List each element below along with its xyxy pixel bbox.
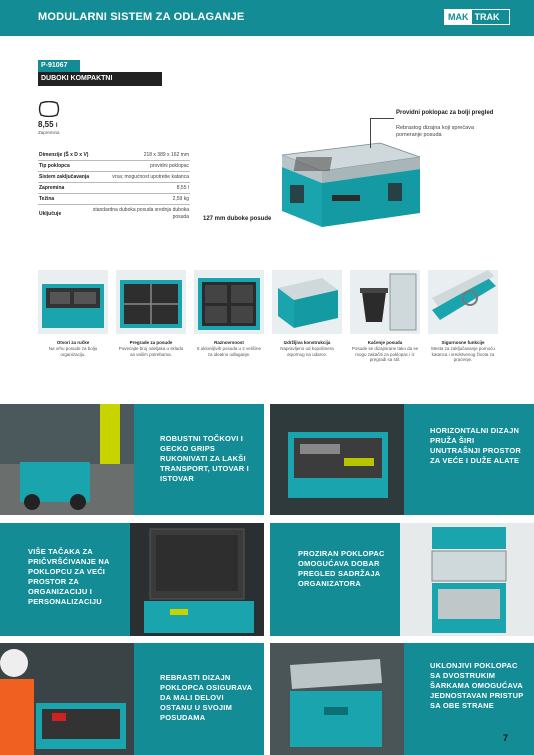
feature-title: Otvori za ručke bbox=[56, 340, 90, 345]
spec-key: Tip poklopca bbox=[39, 163, 70, 169]
feature-item bbox=[272, 270, 342, 357]
photo-worker bbox=[0, 643, 134, 755]
photo-stack bbox=[400, 523, 534, 636]
logo-part-b: TRAK bbox=[474, 12, 500, 22]
feature-desc: Napravljeno od kopolimera otpornog na udarce. bbox=[280, 346, 334, 357]
photo-wheels bbox=[0, 404, 134, 515]
logo-part-a: MAK bbox=[445, 10, 472, 24]
feature-desc: Posude se dizajnirane tako da se mogu zakačiti za poklopac i iz pregradi sa stil. bbox=[351, 346, 419, 362]
feature-image bbox=[116, 270, 186, 334]
spec-value: 218 x 389 x 162 mm bbox=[143, 152, 189, 158]
feature-desc: Povećajte broj odeljaka u skladu sa vašim potrebama. bbox=[118, 346, 184, 357]
spec-key: Zapremina bbox=[39, 185, 65, 191]
callout-line bbox=[370, 118, 394, 148]
feature-image bbox=[350, 270, 420, 334]
photo-lid bbox=[130, 523, 264, 636]
spec-row bbox=[38, 150, 190, 161]
depth-label: 127 mm duboke posude bbox=[203, 216, 272, 222]
feature-title: Sigurnosne funkcije bbox=[441, 340, 485, 345]
spec-row bbox=[38, 161, 190, 172]
feature-title: Izdržljiva konstrukcija bbox=[283, 340, 331, 345]
feature-item bbox=[116, 270, 186, 357]
panel-text: REBRASTI DIZAJN POKLOPCA OSIGURAVA DA MALI DELOVI OSTANU U SVOJIM POSUDAMA bbox=[160, 673, 252, 722]
specs-table bbox=[38, 150, 190, 223]
feature-panel-clear-lid bbox=[270, 523, 400, 636]
spec-value: standardna duboka posuda srednja duboka posuda bbox=[92, 207, 189, 220]
feature-image bbox=[428, 270, 498, 334]
feature-title: Raznovrsnost bbox=[214, 340, 244, 345]
volume-label: Zapremina bbox=[38, 130, 60, 135]
feature-panel-removable-lid bbox=[404, 643, 534, 755]
panel-text: ROBUSTNI TOČKOVI I GECKO GRIPS RUKONIVATI ZA LAKŠI TRANSPORT, UTOVAR I ISTOVAR bbox=[160, 434, 249, 483]
feature-title: Pregrade za posude bbox=[129, 340, 173, 345]
feature-panel-lid-attachments bbox=[0, 523, 130, 636]
spec-key: Uključuje bbox=[39, 211, 62, 217]
spec-value: vrsa; mogućnost upotrebe katanca bbox=[112, 174, 189, 180]
page-number: 7 bbox=[503, 733, 509, 743]
feature-panel-ribbed-lid bbox=[134, 643, 264, 755]
feature-image bbox=[194, 270, 264, 334]
feature-item bbox=[350, 270, 420, 363]
volume-value: 8,55 l bbox=[38, 120, 58, 129]
spec-key: Sistem zaključavanja bbox=[39, 174, 90, 180]
feature-item bbox=[38, 270, 108, 357]
feature-item bbox=[194, 270, 264, 357]
feature-panel-horizontal bbox=[404, 404, 534, 515]
panel-text: PROZIRAN POKLOPAC OMOGUĆAVA DOBAR PREGLED SADRŽAJA ORGANIZATORA bbox=[298, 549, 385, 588]
product-code: P-91067 bbox=[38, 60, 80, 72]
feature-desc: 5 ukloniljivih posuda u 2 veličine za idealno odlaganje. bbox=[196, 346, 262, 357]
feature-desc: Na vrhu posude za bolju organizaciju. bbox=[48, 346, 98, 357]
feature-row bbox=[38, 270, 498, 370]
spec-key: Težina bbox=[39, 196, 55, 202]
feature-image bbox=[38, 270, 108, 334]
feature-desc: Mesta za zaključavanje pomoću katanca i sredstvenog života za praćenje. bbox=[431, 346, 495, 362]
spec-row bbox=[38, 183, 190, 194]
panel-text: VIŠE TAČAKA ZA PRIČVRŠĆIVANJE NA POKLOPCU ZA VEĆI PROSTOR ZA ORGANIZACIJU I PERSONALIZACIJU bbox=[28, 547, 110, 606]
feature-panel-wheels bbox=[134, 404, 264, 515]
product-name: DUBOKI KOMPAKTNI ORGANIZATOR bbox=[38, 72, 162, 86]
callout-title: Providni poklopac za bolji pregled bbox=[396, 110, 494, 116]
page-header bbox=[0, 0, 534, 36]
spec-value: 2,59 kg bbox=[172, 196, 189, 202]
page-title: MODULARNI SISTEM ZA ODLAGANJE bbox=[38, 11, 245, 23]
product-image bbox=[270, 135, 430, 235]
feature-item bbox=[428, 270, 498, 363]
photo-interior bbox=[270, 404, 404, 515]
photo-open-case bbox=[270, 643, 404, 755]
spec-key: Dimenzije (Š x D x V) bbox=[39, 152, 89, 158]
spec-row bbox=[38, 205, 190, 224]
spec-value: 8,55 l bbox=[176, 185, 189, 191]
spec-row bbox=[38, 194, 190, 205]
brand-logo bbox=[444, 9, 510, 25]
panel-text: HORIZONTALNI DIZAJN PRUŽA ŠIRI UNUTRAŠNJI PROSTOR ZA VEĆE I DUŽE ALATE bbox=[430, 426, 521, 465]
panel-text: UKLONJIVI POKLOPAC SA DVOSTRUKIM ŠARKAMA OMOGUĆAVA JEDNOSTAVAN PRISTUP SA OBE STRANE bbox=[430, 661, 524, 710]
spec-value: providni poklopac bbox=[150, 163, 189, 169]
feature-image bbox=[272, 270, 342, 334]
feature-title: Kačenje posuda bbox=[367, 340, 403, 345]
spec-row bbox=[38, 172, 190, 183]
volume-icon bbox=[38, 101, 60, 117]
callout-description: Rebrastog dizajna koji sprečava pomeranje posuda bbox=[396, 125, 474, 138]
